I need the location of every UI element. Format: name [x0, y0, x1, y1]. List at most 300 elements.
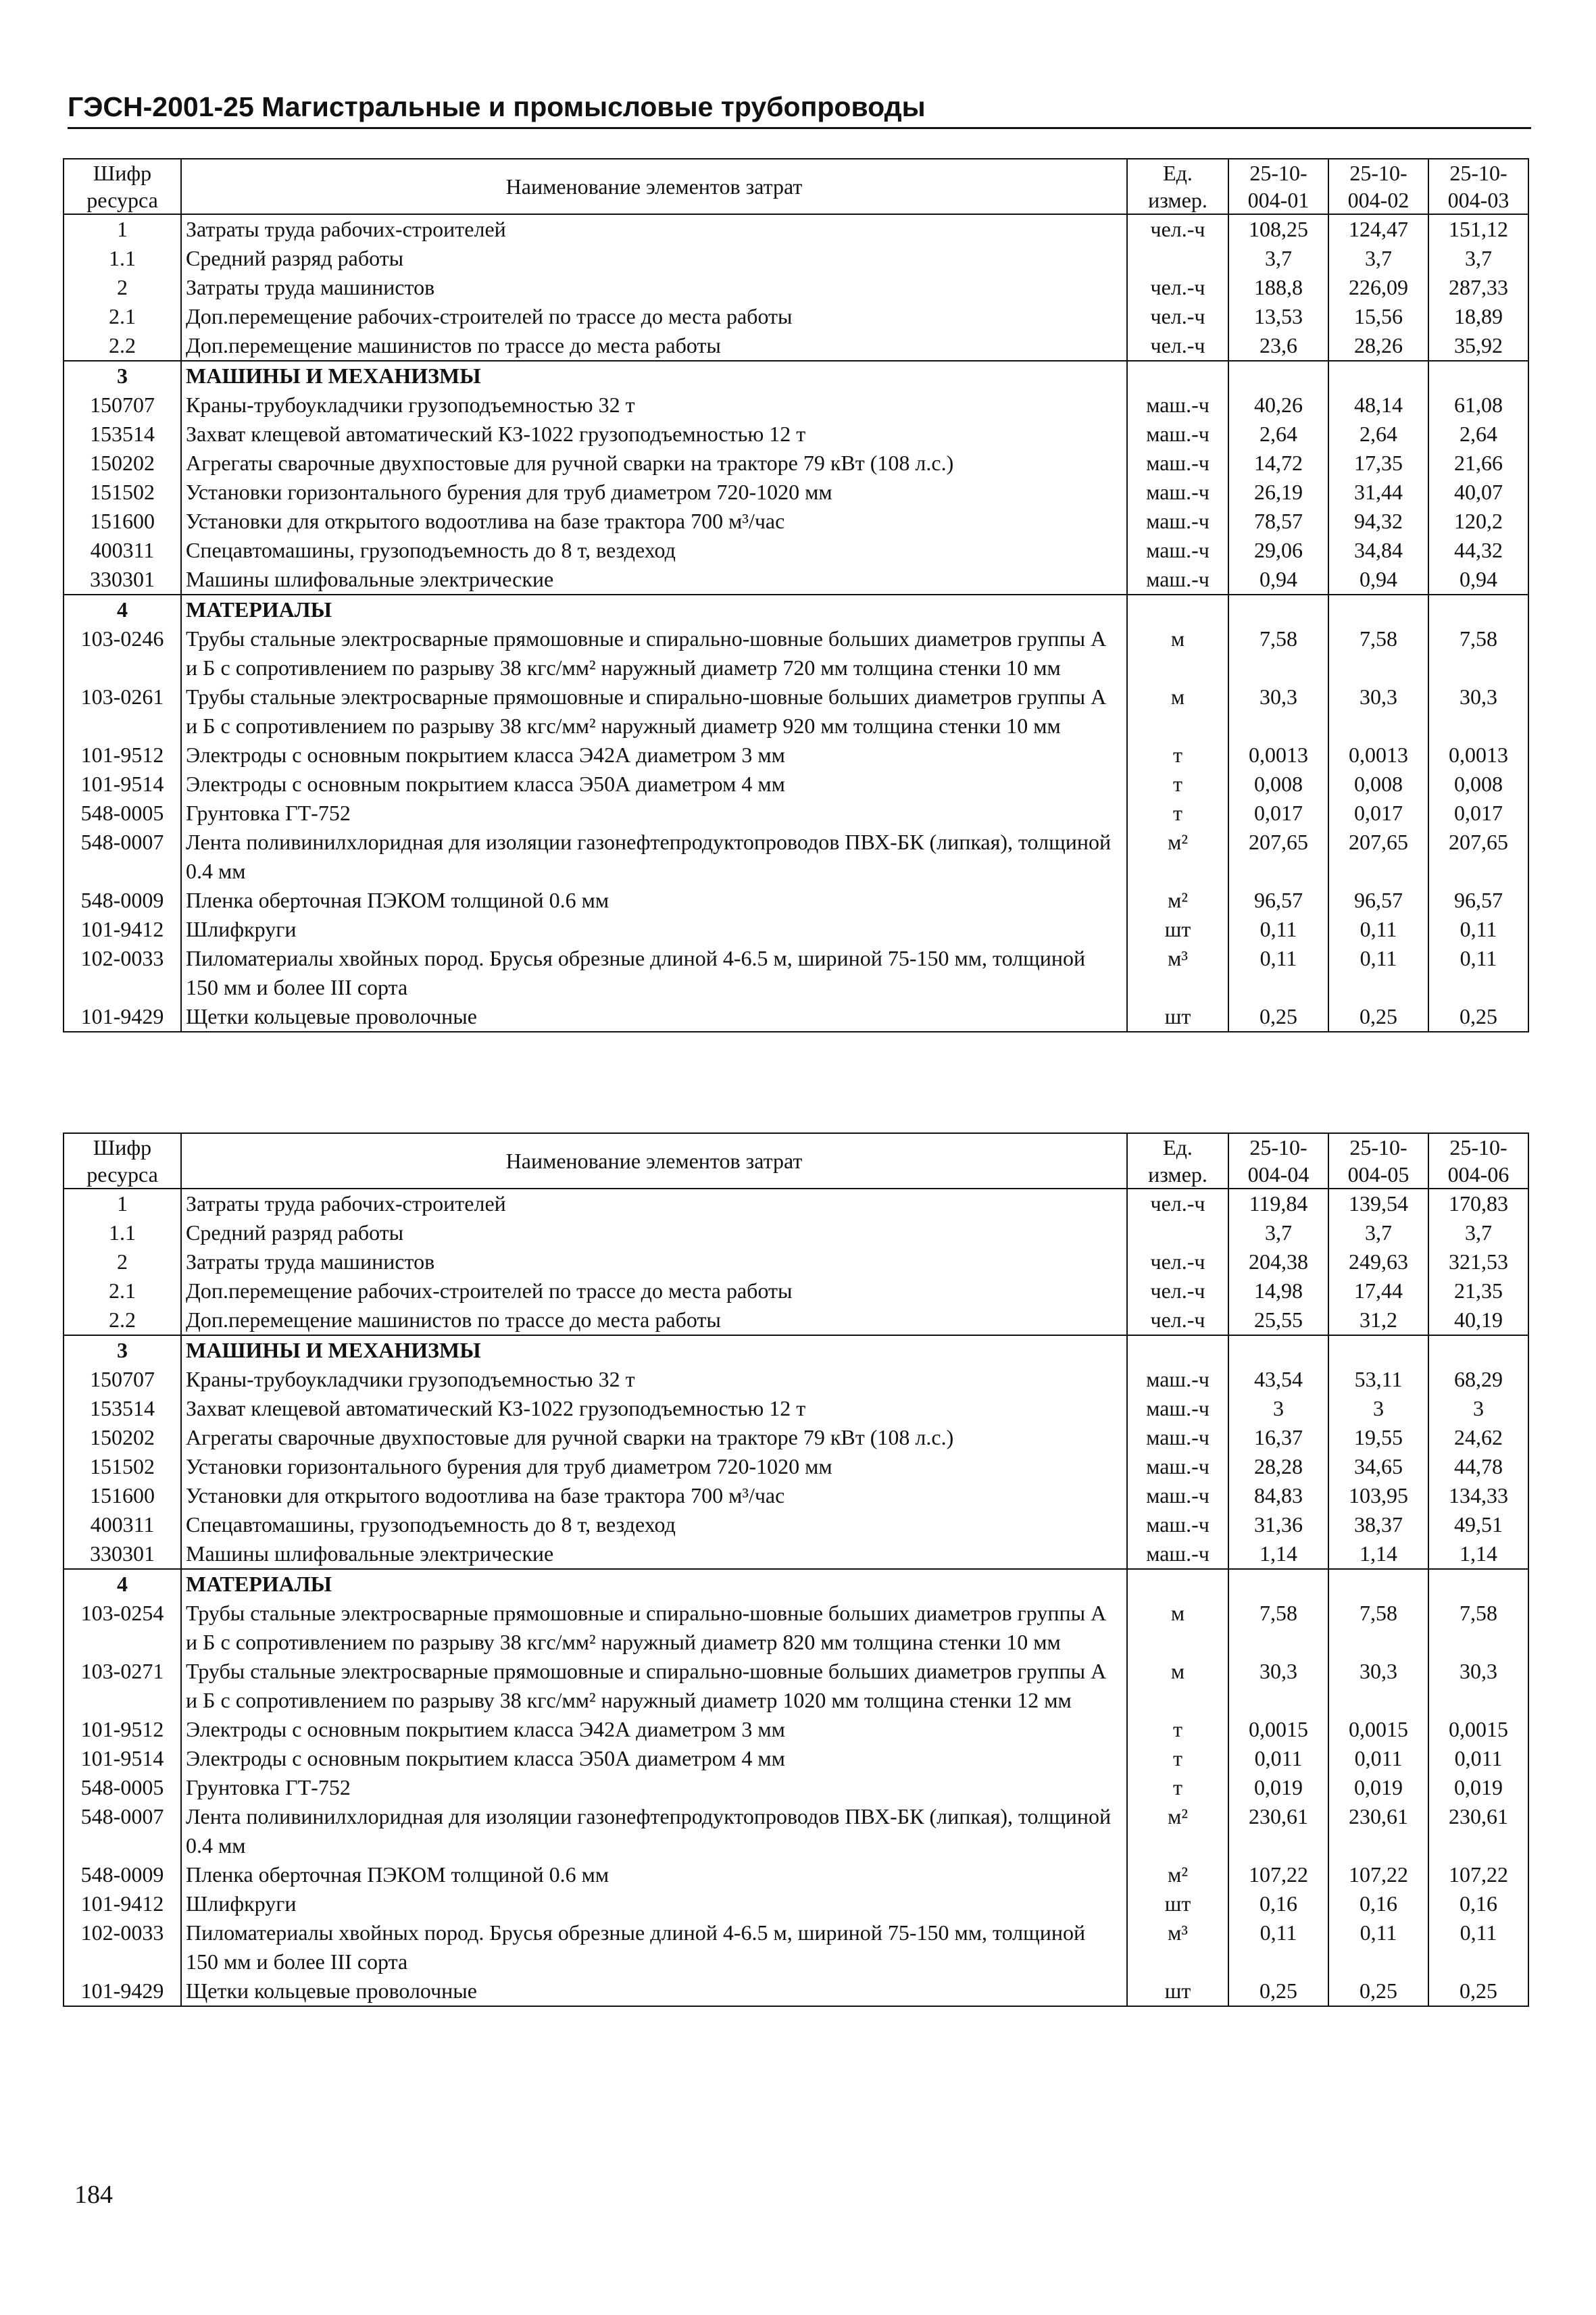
- value-cell: 0,011: [1228, 1744, 1328, 1773]
- table-row: [64, 1773, 1528, 1802]
- resource-code-cell: 548-0007: [64, 828, 181, 886]
- col-header-unit: Ед. измер.: [1127, 159, 1228, 214]
- value-cell: [1328, 1335, 1428, 1365]
- table-row: [64, 507, 1528, 536]
- resource-code-cell: 101-9512: [64, 1715, 181, 1744]
- table-row: [64, 682, 1528, 741]
- value-cell: 84,83: [1228, 1481, 1328, 1510]
- resource-code-cell: 4: [64, 595, 181, 624]
- value-cell: [1228, 1569, 1328, 1599]
- unit-cell: маш.-ч: [1127, 565, 1228, 595]
- value-cell: 0,11: [1428, 915, 1528, 944]
- value-cell: 0,94: [1228, 565, 1328, 595]
- col-header-unit: Ед. измер.: [1127, 1133, 1228, 1189]
- unit-cell: т: [1127, 799, 1228, 828]
- table-row: [64, 391, 1528, 420]
- resource-code-cell: 101-9412: [64, 915, 181, 944]
- value-cell: 21,35: [1428, 1276, 1528, 1305]
- resource-code-cell: 103-0246: [64, 624, 181, 682]
- value-cell: 3,7: [1428, 244, 1528, 273]
- value-cell: 0,11: [1428, 1918, 1528, 1976]
- unit-cell: чел.-ч: [1127, 331, 1228, 361]
- resource-code-cell: 150202: [64, 449, 181, 478]
- value-cell: 0,11: [1328, 944, 1428, 1002]
- table-row: [64, 1423, 1528, 1452]
- resource-name-cell: Электроды с основным покрытием класса Э50А диаметром 4 мм: [181, 770, 1127, 799]
- resource-code-cell: 1.1: [64, 1218, 181, 1247]
- value-cell: [1328, 595, 1428, 624]
- value-cell: 0,16: [1428, 1889, 1528, 1918]
- table-row: [64, 741, 1528, 770]
- resource-name-cell: Краны-трубоукладчики грузоподъемностью 32 т: [181, 391, 1127, 420]
- resource-name-cell: Агрегаты сварочные двухпостовые для ручной сварки на тракторе 79 кВт (108 л.с.): [181, 1423, 1127, 1452]
- unit-cell: м²: [1127, 1802, 1228, 1860]
- cost-table-2-body: [64, 1189, 1528, 2006]
- value-cell: 3: [1228, 1394, 1328, 1423]
- resource-name-cell: Трубы стальные электросварные прямошовные и спирально-шовные больших диаметров группы А и Б с сопротивлением по разрыву 38 кгс/мм² наружный диаметр 720 мм толщина стенки 10 мм: [181, 624, 1127, 682]
- resource-name-cell: Пленка оберточная ПЭКОМ толщиной 0.6 мм: [181, 886, 1127, 915]
- table-row: [64, 1305, 1528, 1335]
- value-cell: 3: [1428, 1394, 1528, 1423]
- value-cell: 7,58: [1428, 624, 1528, 682]
- table-row: [64, 1802, 1528, 1860]
- value-cell: 28,28: [1228, 1452, 1328, 1481]
- value-cell: 2,64: [1228, 420, 1328, 449]
- resource-code-cell: 548-0009: [64, 886, 181, 915]
- value-cell: 30,3: [1428, 682, 1528, 741]
- unit-cell: м³: [1127, 944, 1228, 1002]
- cost-table-2-container: [63, 1132, 1528, 2007]
- value-cell: [1428, 1569, 1528, 1599]
- section-header-row: [64, 1335, 1528, 1365]
- value-cell: 0,008: [1328, 770, 1428, 799]
- unit-cell: чел.-ч: [1127, 302, 1228, 331]
- resource-name-cell: Трубы стальные электросварные прямошовные и спирально-шовные больших диаметров группы А и Б с сопротивлением по разрыву 38 кгс/мм² наружный диаметр 820 мм толщина стенки 10 мм: [181, 1599, 1127, 1657]
- value-cell: 53,11: [1328, 1365, 1428, 1394]
- value-cell: 0,16: [1228, 1889, 1328, 1918]
- resource-name-cell: Машины шлифовальные электрические: [181, 1539, 1127, 1569]
- table-row: [64, 478, 1528, 507]
- value-cell: [1228, 1335, 1328, 1365]
- value-cell: 31,36: [1228, 1510, 1328, 1539]
- unit-cell: м: [1127, 1599, 1228, 1657]
- value-cell: 2,64: [1428, 420, 1528, 449]
- col-header-code: Шифр ресурса: [64, 1133, 181, 1189]
- table-row: [64, 1976, 1528, 2006]
- value-cell: 31,2: [1328, 1305, 1428, 1335]
- resource-name-cell: Щетки кольцевые проволочные: [181, 1002, 1127, 1032]
- value-cell: 30,3: [1328, 682, 1428, 741]
- value-cell: 0,008: [1228, 770, 1328, 799]
- value-cell: 34,65: [1328, 1452, 1428, 1481]
- resource-code-cell: 151600: [64, 507, 181, 536]
- unit-cell: т: [1127, 1715, 1228, 1744]
- resource-code-cell: 101-9514: [64, 770, 181, 799]
- value-cell: 0,0013: [1428, 741, 1528, 770]
- section-header-row: [64, 361, 1528, 391]
- table-row: [64, 770, 1528, 799]
- resource-name-cell: Грунтовка ГТ-752: [181, 1773, 1127, 1802]
- col-header-name: Наименование элементов затрат: [181, 159, 1127, 214]
- unit-cell: [1127, 244, 1228, 273]
- value-cell: 107,22: [1328, 1860, 1428, 1889]
- resource-code-cell: 2.2: [64, 1305, 181, 1335]
- value-cell: 7,58: [1328, 624, 1428, 682]
- value-cell: 0,25: [1428, 1976, 1528, 2006]
- resource-name-cell: Доп.перемещение машинистов по трассе до места работы: [181, 1305, 1127, 1335]
- value-cell: 68,29: [1428, 1365, 1528, 1394]
- resource-code-cell: 548-0005: [64, 1773, 181, 1802]
- value-cell: 0,25: [1328, 1976, 1428, 2006]
- resource-name-cell: Электроды с основным покрытием класса Э50А диаметром 4 мм: [181, 1744, 1127, 1773]
- value-cell: 0,019: [1328, 1773, 1428, 1802]
- value-cell: 0,25: [1328, 1002, 1428, 1032]
- unit-cell: шт: [1127, 915, 1228, 944]
- value-cell: 207,65: [1228, 828, 1328, 886]
- resource-name-cell: Захват клещевой автоматический КЗ-1022 грузоподъемностью 12 т: [181, 1394, 1127, 1423]
- value-cell: [1228, 595, 1328, 624]
- resource-code-cell: 101-9512: [64, 741, 181, 770]
- unit-cell: т: [1127, 1773, 1228, 1802]
- resource-code-cell: 330301: [64, 565, 181, 595]
- resource-code-cell: 103-0271: [64, 1657, 181, 1715]
- unit-cell: маш.-ч: [1127, 1423, 1228, 1452]
- value-cell: 40,19: [1428, 1305, 1528, 1335]
- value-cell: 30,3: [1228, 1657, 1328, 1715]
- value-cell: 25,55: [1228, 1305, 1328, 1335]
- resource-name-cell: Установки горизонтального бурения для труб диаметром 720-1020 мм: [181, 478, 1127, 507]
- unit-cell: м: [1127, 1657, 1228, 1715]
- value-cell: 0,11: [1228, 944, 1328, 1002]
- resource-name-cell: Установки для открытого водоотлива на базе трактора 700 м³/час: [181, 507, 1127, 536]
- col-header-code: Шифр ресурса: [64, 159, 181, 214]
- value-cell: 139,54: [1328, 1189, 1428, 1218]
- unit-cell: м²: [1127, 828, 1228, 886]
- value-cell: 94,32: [1328, 507, 1428, 536]
- table-row: [64, 1744, 1528, 1773]
- value-cell: [1428, 595, 1528, 624]
- resource-code-cell: 548-0009: [64, 1860, 181, 1889]
- resource-name-cell: Затраты труда машинистов: [181, 273, 1127, 302]
- table-row: [64, 214, 1528, 244]
- value-cell: 124,47: [1328, 214, 1428, 244]
- value-cell: 188,8: [1228, 273, 1328, 302]
- resource-code-cell: 2.2: [64, 331, 181, 361]
- value-cell: [1328, 1569, 1428, 1599]
- value-cell: 230,61: [1428, 1802, 1528, 1860]
- resource-code-cell: 2.1: [64, 1276, 181, 1305]
- section-header-row: [64, 595, 1528, 624]
- resource-code-cell: 330301: [64, 1539, 181, 1569]
- resource-code-cell: 2: [64, 1247, 181, 1276]
- table-row: [64, 1889, 1528, 1918]
- table-row: [64, 1276, 1528, 1305]
- page-title: ГЭСН-2001-25 Магистральные и промысловые трубопроводы: [68, 91, 926, 122]
- value-cell: 15,56: [1328, 302, 1428, 331]
- resource-name-cell: Машины шлифовальные электрические: [181, 565, 1127, 595]
- unit-cell: шт: [1127, 1976, 1228, 2006]
- unit-cell: м: [1127, 624, 1228, 682]
- unit-cell: маш.-ч: [1127, 1394, 1228, 1423]
- table-row: [64, 828, 1528, 886]
- value-cell: 29,06: [1228, 536, 1328, 565]
- value-cell: 48,14: [1328, 391, 1428, 420]
- resource-name-cell: Установки для открытого водоотлива на базе трактора 700 м³/час: [181, 1481, 1127, 1510]
- resource-name-cell: Пиломатериалы хвойных пород. Брусья обрезные длиной 4-6.5 м, шириной 75-150 мм, толщиной 150 мм и более III сорта: [181, 1918, 1127, 1976]
- resource-name-cell: Лента поливинилхлоридная для изоляции газонефтепродуктопроводов ПВХ-БК (липкая), толщиной 0.4 мм: [181, 1802, 1127, 1860]
- resource-code-cell: 3: [64, 361, 181, 391]
- resource-name-cell: Средний разряд работы: [181, 1218, 1127, 1247]
- value-cell: 108,25: [1228, 214, 1328, 244]
- value-cell: 3: [1328, 1394, 1428, 1423]
- resource-code-cell: 150202: [64, 1423, 181, 1452]
- unit-cell: маш.-ч: [1127, 391, 1228, 420]
- value-cell: 23,6: [1228, 331, 1328, 361]
- value-cell: 0,017: [1228, 799, 1328, 828]
- value-cell: 2,64: [1328, 420, 1428, 449]
- col-header-norm-5: 25-10-004-05: [1328, 1133, 1428, 1189]
- value-cell: 61,08: [1428, 391, 1528, 420]
- value-cell: 0,25: [1428, 1002, 1528, 1032]
- unit-cell: маш.-ч: [1127, 478, 1228, 507]
- value-cell: 96,57: [1328, 886, 1428, 915]
- value-cell: 31,44: [1328, 478, 1428, 507]
- unit-cell: т: [1127, 741, 1228, 770]
- resource-name-cell: МАШИНЫ И МЕХАНИЗМЫ: [181, 1335, 1127, 1365]
- table-row: [64, 1510, 1528, 1539]
- table-row: [64, 915, 1528, 944]
- unit-cell: чел.-ч: [1127, 1276, 1228, 1305]
- value-cell: 0,017: [1428, 799, 1528, 828]
- value-cell: 230,61: [1328, 1802, 1428, 1860]
- resource-name-cell: МАТЕРИАЛЫ: [181, 1569, 1127, 1599]
- resource-name-cell: Электроды с основным покрытием класса Э42А диаметром 3 мм: [181, 741, 1127, 770]
- value-cell: 1,14: [1228, 1539, 1328, 1569]
- value-cell: 0,11: [1228, 915, 1328, 944]
- unit-cell: [1127, 361, 1228, 391]
- value-cell: 0,25: [1228, 1976, 1328, 2006]
- table-row: [64, 1247, 1528, 1276]
- unit-cell: м³: [1127, 1918, 1228, 1976]
- resource-code-cell: 1: [64, 214, 181, 244]
- value-cell: 151,12: [1428, 214, 1528, 244]
- value-cell: 0,16: [1328, 1889, 1428, 1918]
- unit-cell: чел.-ч: [1127, 1189, 1228, 1218]
- value-cell: 7,58: [1228, 624, 1328, 682]
- unit-cell: чел.-ч: [1127, 214, 1228, 244]
- resource-code-cell: 3: [64, 1335, 181, 1365]
- table-header-row: [64, 159, 1528, 214]
- value-cell: 207,65: [1328, 828, 1428, 886]
- table-row: [64, 1218, 1528, 1247]
- value-cell: 1,14: [1328, 1539, 1428, 1569]
- resource-name-cell: Краны-трубоукладчики грузоподъемностью 32 т: [181, 1365, 1127, 1394]
- resource-code-cell: 400311: [64, 536, 181, 565]
- value-cell: 170,83: [1428, 1189, 1528, 1218]
- unit-cell: маш.-ч: [1127, 1452, 1228, 1481]
- resource-name-cell: Установки горизонтального бурения для труб диаметром 720-1020 мм: [181, 1452, 1127, 1481]
- resource-name-cell: Доп.перемещение машинистов по трассе до места работы: [181, 331, 1127, 361]
- value-cell: [1228, 361, 1328, 391]
- cost-table-1: [63, 158, 1529, 1032]
- value-cell: 3,7: [1228, 244, 1328, 273]
- resource-name-cell: МАТЕРИАЛЫ: [181, 595, 1127, 624]
- value-cell: 321,53: [1428, 1247, 1528, 1276]
- unit-cell: шт: [1127, 1889, 1228, 1918]
- resource-code-cell: 548-0007: [64, 1802, 181, 1860]
- value-cell: [1428, 361, 1528, 391]
- value-cell: 44,78: [1428, 1452, 1528, 1481]
- table-row: [64, 1452, 1528, 1481]
- value-cell: 119,84: [1228, 1189, 1328, 1218]
- resource-name-cell: Шлифкруги: [181, 915, 1127, 944]
- value-cell: 0,0015: [1428, 1715, 1528, 1744]
- resource-name-cell: Пиломатериалы хвойных пород. Брусья обрезные длиной 4-6.5 м, шириной 75-150 мм, толщиной 150 мм и более III сорта: [181, 944, 1127, 1002]
- cost-table-1-body: [64, 214, 1528, 1032]
- unit-cell: чел.-ч: [1127, 1305, 1228, 1335]
- resource-code-cell: 102-0033: [64, 944, 181, 1002]
- col-header-norm-6: 25-10-004-06: [1428, 1133, 1528, 1189]
- value-cell: 0,11: [1328, 1918, 1428, 1976]
- resource-code-cell: 151600: [64, 1481, 181, 1510]
- resource-code-cell: 101-9514: [64, 1744, 181, 1773]
- page-number: 184: [74, 2181, 113, 2209]
- resource-code-cell: 150707: [64, 1365, 181, 1394]
- value-cell: 3,7: [1228, 1218, 1328, 1247]
- value-cell: 13,53: [1228, 302, 1328, 331]
- value-cell: 30,3: [1428, 1657, 1528, 1715]
- value-cell: 3,7: [1328, 244, 1428, 273]
- resource-name-cell: Щетки кольцевые проволочные: [181, 1976, 1127, 2006]
- resource-code-cell: 4: [64, 1569, 181, 1599]
- unit-cell: чел.-ч: [1127, 1247, 1228, 1276]
- value-cell: 0,019: [1428, 1773, 1528, 1802]
- value-cell: 78,57: [1228, 507, 1328, 536]
- value-cell: 0,019: [1228, 1773, 1328, 1802]
- resource-name-cell: Пленка оберточная ПЭКОМ толщиной 0.6 мм: [181, 1860, 1127, 1889]
- value-cell: 30,3: [1228, 682, 1328, 741]
- resource-code-cell: 103-0261: [64, 682, 181, 741]
- value-cell: 249,63: [1328, 1247, 1428, 1276]
- value-cell: 17,44: [1328, 1276, 1428, 1305]
- resource-code-cell: 1.1: [64, 244, 181, 273]
- col-header-norm-1: 25-10-004-01: [1228, 159, 1328, 214]
- unit-cell: маш.-ч: [1127, 1481, 1228, 1510]
- value-cell: 120,2: [1428, 507, 1528, 536]
- resource-name-cell: Трубы стальные электросварные прямошовные и спирально-шовные больших диаметров группы А и Б с сопротивлением по разрыву 38 кгс/мм² наружный диаметр 1020 мм толщина стенки 12 мм: [181, 1657, 1127, 1715]
- table-row: [64, 1599, 1528, 1657]
- cost-table-2: [63, 1132, 1529, 2007]
- resource-code-cell: 151502: [64, 478, 181, 507]
- value-cell: 28,26: [1328, 331, 1428, 361]
- value-cell: 134,33: [1428, 1481, 1528, 1510]
- value-cell: 40,26: [1228, 391, 1328, 420]
- resource-code-cell: 2.1: [64, 302, 181, 331]
- value-cell: 35,92: [1428, 331, 1528, 361]
- table-row: [64, 1715, 1528, 1744]
- value-cell: 3,7: [1328, 1218, 1428, 1247]
- cost-table-1-container: [63, 158, 1528, 1032]
- resource-code-cell: 153514: [64, 1394, 181, 1423]
- value-cell: 0,11: [1228, 1918, 1328, 1976]
- unit-cell: [1127, 595, 1228, 624]
- resource-name-cell: Лента поливинилхлоридная для изоляции газонефтепродуктопроводов ПВХ-БК (липкая), толщиной 0.4 мм: [181, 828, 1127, 886]
- value-cell: 0,94: [1428, 565, 1528, 595]
- unit-cell: маш.-ч: [1127, 420, 1228, 449]
- value-cell: 0,11: [1328, 915, 1428, 944]
- value-cell: 30,3: [1328, 1657, 1428, 1715]
- value-cell: 16,37: [1228, 1423, 1328, 1452]
- value-cell: 7,58: [1228, 1599, 1328, 1657]
- value-cell: [1428, 1335, 1528, 1365]
- unit-cell: маш.-ч: [1127, 449, 1228, 478]
- resource-name-cell: Спецавтомашины, грузоподъемность до 8 т, вездеход: [181, 1510, 1127, 1539]
- value-cell: 44,32: [1428, 536, 1528, 565]
- value-cell: 287,33: [1428, 273, 1528, 302]
- value-cell: 38,37: [1328, 1510, 1428, 1539]
- resource-name-cell: Средний разряд работы: [181, 244, 1127, 273]
- resource-name-cell: Грунтовка ГТ-752: [181, 799, 1127, 828]
- value-cell: 0,11: [1428, 944, 1528, 1002]
- resource-name-cell: Агрегаты сварочные двухпостовые для ручной сварки на тракторе 79 кВт (108 л.с.): [181, 449, 1127, 478]
- section-header-row: [64, 1569, 1528, 1599]
- value-cell: 207,65: [1428, 828, 1528, 886]
- unit-cell: маш.-ч: [1127, 507, 1228, 536]
- value-cell: 3,7: [1428, 1218, 1528, 1247]
- value-cell: 0,0015: [1328, 1715, 1428, 1744]
- resource-name-cell: Затраты труда машинистов: [181, 1247, 1127, 1276]
- resource-name-cell: Электроды с основным покрытием класса Э42А диаметром 3 мм: [181, 1715, 1127, 1744]
- unit-cell: т: [1127, 1744, 1228, 1773]
- resource-code-cell: 2: [64, 273, 181, 302]
- value-cell: 96,57: [1428, 886, 1528, 915]
- table-row: [64, 624, 1528, 682]
- value-cell: 0,008: [1428, 770, 1528, 799]
- value-cell: 0,25: [1228, 1002, 1328, 1032]
- table-row: [64, 1539, 1528, 1569]
- value-cell: 230,61: [1228, 1802, 1328, 1860]
- value-cell: 204,38: [1228, 1247, 1328, 1276]
- resource-name-cell: МАШИНЫ И МЕХАНИЗМЫ: [181, 361, 1127, 391]
- table-header-row: [64, 1133, 1528, 1189]
- value-cell: 40,07: [1428, 478, 1528, 507]
- unit-cell: чел.-ч: [1127, 273, 1228, 302]
- value-cell: 0,017: [1328, 799, 1428, 828]
- resource-code-cell: 151502: [64, 1452, 181, 1481]
- unit-cell: [1127, 1335, 1228, 1365]
- resource-name-cell: Трубы стальные электросварные прямошовные и спирально-шовные больших диаметров группы А и Б с сопротивлением по разрыву 38 кгс/мм² наружный диаметр 920 мм толщина стенки 10 мм: [181, 682, 1127, 741]
- unit-cell: [1127, 1569, 1228, 1599]
- resource-code-cell: 101-9429: [64, 1976, 181, 2006]
- resource-code-cell: 101-9429: [64, 1002, 181, 1032]
- table-row: [64, 565, 1528, 595]
- table-row: [64, 420, 1528, 449]
- col-header-norm-4: 25-10-004-04: [1228, 1133, 1328, 1189]
- value-cell: 24,62: [1428, 1423, 1528, 1452]
- value-cell: 18,89: [1428, 302, 1528, 331]
- resource-code-cell: 153514: [64, 420, 181, 449]
- resource-name-cell: Доп.перемещение рабочих-строителей по трассе до места работы: [181, 302, 1127, 331]
- value-cell: 14,98: [1228, 1276, 1328, 1305]
- value-cell: 0,0013: [1328, 741, 1428, 770]
- resource-name-cell: Шлифкруги: [181, 1889, 1127, 1918]
- value-cell: 107,22: [1428, 1860, 1528, 1889]
- col-header-norm-3: 25-10-004-03: [1428, 159, 1528, 214]
- resource-code-cell: 150707: [64, 391, 181, 420]
- table-row: [64, 1860, 1528, 1889]
- table-row: [64, 244, 1528, 273]
- value-cell: 7,58: [1328, 1599, 1428, 1657]
